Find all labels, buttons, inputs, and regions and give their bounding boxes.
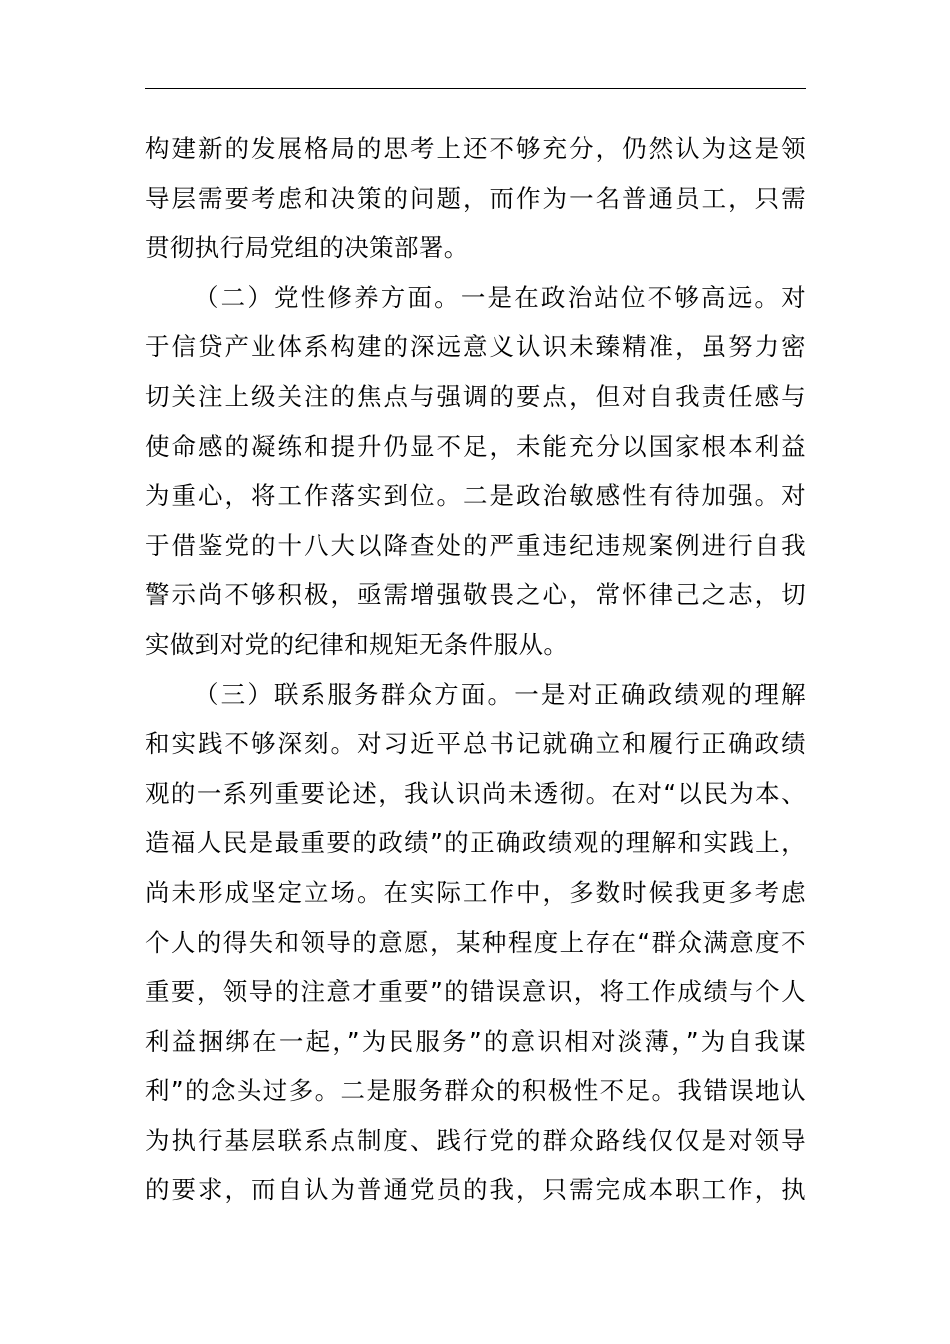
text-line: 切关注上级关注的焦点与强调的要点，但对自我责任感与 (145, 381, 806, 411)
document-body (145, 124, 806, 1215)
text-line: 利”的念头过多。二是服务群众的积极性不足。我错误地认 (145, 1076, 806, 1106)
text-line: 的要求，而自认为普通党员的我，只需完成本职工作，执 (145, 1175, 806, 1205)
text-line: 为执行基层联系点制度、践行党的群众路线仅仅是对领导 (145, 1125, 806, 1155)
text-line: 重要，领导的注意才重要”的错误意识，将工作成绩与个人 (145, 977, 806, 1007)
text-line: 为重心，将工作落实到位。二是政治敏感性有待加强。对 (145, 481, 806, 511)
text-line: 于借鉴党的十八大以降查处的严重违纪违规案例进行自我 (145, 530, 806, 560)
text-line: 和实践不够深刻。对习近平总书记就确立和履行正确政绩 (145, 729, 806, 759)
text-line: 观的一系列重要论述，我认识尚未透彻。在对“以民为本、 (145, 778, 806, 808)
section-heading-line: （二）党性修养方面。一是在政治站位不够高远。对 (194, 282, 806, 312)
text-line: 利益捆绑在一起，”为民服务”的意识相对淡薄，”为自我谋 (145, 1026, 806, 1056)
header-rule (145, 88, 806, 89)
text-line: 于信贷产业体系构建的深远意义认识未臻精准，虽努力密 (145, 332, 806, 362)
text-line: 使命感的凝练和提升仍显不足，未能充分以国家根本利益 (145, 431, 806, 461)
text-line: 贯彻执行局党组的决策部署。 (145, 233, 469, 263)
text-line: 尚未形成坚定立场。在实际工作中，多数时候我更多考虑 (145, 877, 806, 907)
text-line: 实做到对党的纪律和规矩无条件服从。 (145, 629, 569, 659)
section-heading-line: （三）联系服务群众方面。一是对正确政绩观的理解 (194, 679, 806, 709)
text-line: 构建新的发展格局的思考上还不够充分，仍然认为这是领 (145, 134, 806, 163)
text-line: 导层需要考虑和决策的问题，而作为一名普通员工，只需 (145, 183, 806, 213)
text-line: 造福人民是最重要的政绩”的正确政绩观的理解和实践上， (145, 828, 806, 858)
text-line: 个人的得失和领导的意愿，某种程度上存在“群众满意度不 (145, 927, 806, 957)
text-line: 警示尚不够积极，亟需增强敬畏之心，常怀律己之志，切 (145, 580, 806, 610)
